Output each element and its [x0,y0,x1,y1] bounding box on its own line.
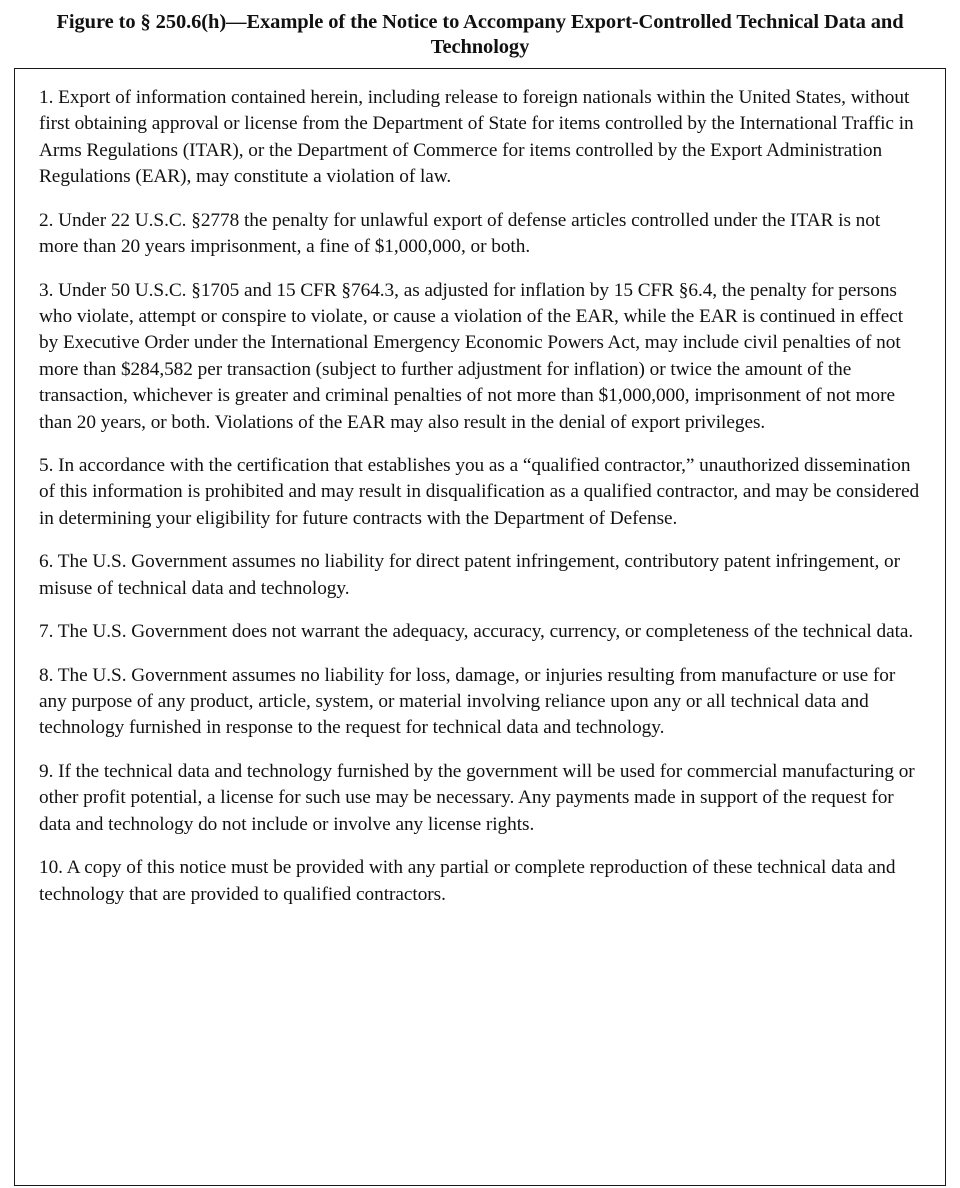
notice-paragraph-2: 2. Under 22 U.S.C. §2778 the penalty for unlawful export of defense articles controlled under the ITAR is not more than 20 years imprisonment, a fine of $1,000,000, or both. [39,209,881,258]
notice-paragraph-6: 6. The U.S. Government assumes no liability for direct patent infringement, contributory patent infringement, or misuse of technical data and technology. [39,551,900,599]
notice-paragraph-10: 10. A copy of this notice must be provided with any partial or complete reproduction of these technical data and technology that are provided to qualified contractors. [39,857,896,905]
figure-title: Figure to § 250.6(h)—Example of the Notice to Accompany Export-Controlled Technical Data and Technology [56,11,904,58]
notice-paragraph-3: 3. Under 50 U.S.C. §1705 and 15 CFR §764.3, as adjusted for inflation by 15 CFR §6.4, the penalty for persons who violate, attempt or conspire to violate, or cause a violation of the EAR, while the EAR is continued in effect by Executive Order under the International Emergency Economic Powers Act, may include civil penalties of not more than $284,582 per transaction (subject to further adjustment for inflation) or twice the amount of the transaction, whichever is greater and criminal penalties of not more than $1,000,000, imprisonment of not more than 20 years, or both. Violations of the EAR may also result in the denial of export privileges. [39,279,904,433]
export-control-notice-box [14,68,946,1186]
notice-paragraph-8: 8. The U.S. Government assumes no liability for loss, damage, or injuries resulting from manufacture or use for any purpose of any product, article, system, or material involving reliance upon any or all technical data and technology furnished in response to the request for technical data and technology. [39,664,896,739]
notice-paragraph-7: 7. The U.S. Government does not warrant the adequacy, accuracy, currency, or completeness of the technical data. [39,621,914,643]
notice-paragraph-5: 5. In accordance with the certification that establishes you as a “qualified contractor,” unauthorized dissemination of this information is prohibited and may result in disqualification as a qualified contractor, and may be considered in determining your eligibility for future contracts with the Department of Defense. [39,455,920,529]
notice-paragraph-1: 1. Export of information contained herein, including release to foreign nationals within the United States, without first obtaining approval or license from the Department of State for items controlled by the International Traffic in Arms Regulations (ITAR), or the Department of Commerce for items controlled by the Export Administration Regulations (EAR), may constitute a violation of law. [39,87,914,188]
notice-paragraph-9: 9. If the technical data and technology furnished by the government will be used for commercial manufacturing or other profit potential, a license for such use may be necessary. Any payments made in support of the request for data and technology do not include or involve any license rights. [39,760,915,835]
